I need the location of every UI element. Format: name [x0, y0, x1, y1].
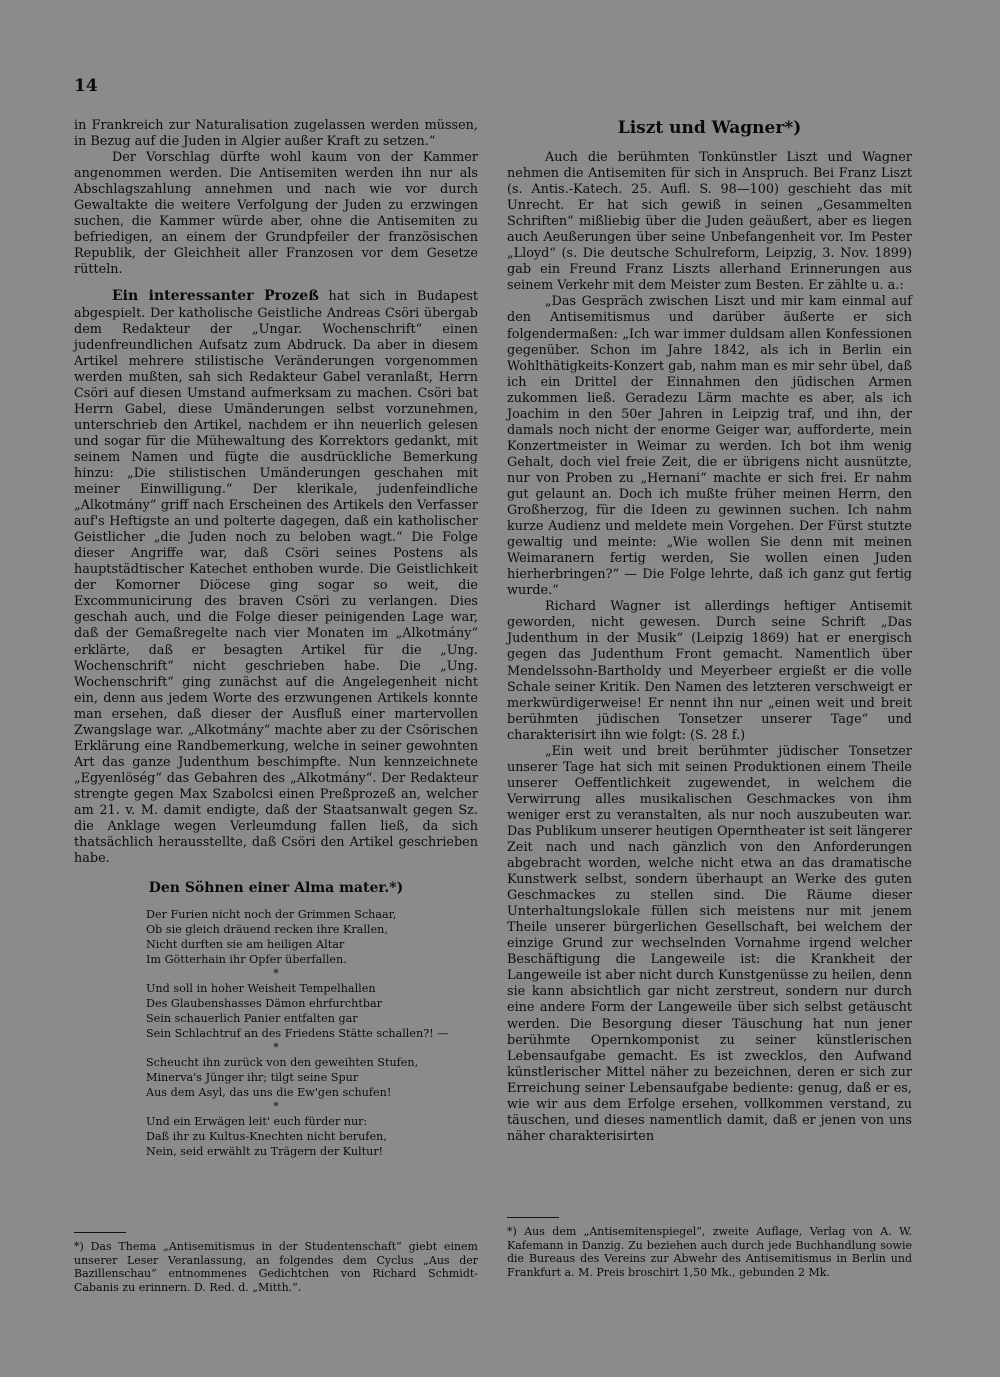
- page-number: 14: [74, 76, 98, 96]
- poem-line: Der Furien nicht noch der Grimmen Schaar,: [146, 908, 397, 922]
- poem-line: Ob sie gleich dräuend recken ihre Krallen,: [146, 923, 388, 937]
- stanza-separator: *: [273, 1100, 279, 1114]
- intro-paragraph-2: Der Vorschlag dürfte wohl kaum von der Kammer angenommen werden. Die Antisemiten werden ihn nur als Abschlagszahlung annehmen und nach wie vor durch Gewaltakte die weitere Verfolgung der Juden zu erzwingen suchen, die Kammer würde aber, ohne die Antisemiten zu befriedigen, an einem der Grundpfeiler der französischen Republik, der Gleichheit aller Franzosen vor dem Gesetze rütteln.: [74, 150, 478, 278]
- right-paragraph-4: „Ein weit und breit berühmter jüdischer Tonsetzer unserer Tage hat sich mit seinen Produktionen einem Theile unserer Oeffentlichkeit zugewendet, in welchem die Verwirrung alles musikalischen Geschmackes von ihm weniger erst zu veranstalten, als nur noch auszubeuten war. Das Publikum unserer heutigen Operntheater ist seit längerer Zeit nach und nach gänzlich von den Anforderungen abgebracht worden, welche nicht etwa an das dramatische Kunstwerk selbst, sondern überhaupt an Werke des guten Geschmackes zu stellen sind. Die Räume dieser Unterhaltungslokale füllen sich meistens nur mit jenem Theile unserer bürgerlichen Gesellschaft, bei welchem der einzige Grund zur wechselnden Vornahme irgend welcher Beschäftigung die Langeweile ist: die Krankheit der Langeweile ist aber nicht durch Kunstgenüsse zu heilen, denn sie kann absichtlich gar nicht zerstreut, sondern nur durch eine andere Form der Langeweile über sich selbst getäuscht werden. Die Besorgung dieser Täuschung hat nun jener berühmte Opernkomponist zu seiner künstlerischen Lebensaufgabe gemacht. Es ist zwecklos, den Aufwand künstlerischer Mittel näher zu bezeichnen, deren er sich zur Erreichung seiner Lebensaufgabe bediente: genug, daß er es, wie wir aus dem Erfolge ersehen, vollkommen verstand, zu täuschen, und dieses namentlich damit, daß er jenen von uns näher charakterisirten: [507, 743, 912, 1144]
- prozess-heading: Ein interessanter Prozeß: [112, 288, 319, 305]
- poem-line: Nein, seid erwählt zu Trägern der Kultur!: [146, 1145, 384, 1159]
- right-column: [507, 118, 912, 1145]
- stanza-3: [146, 1055, 478, 1100]
- poem-line: Aus dem Asyl, das uns die Ew'gen schufen!: [146, 1086, 392, 1100]
- poem-line: Im Götterhain ihr Opfer überfallen.: [146, 953, 347, 967]
- stanza-4: [146, 1114, 478, 1159]
- footnote-left: *) Das Thema „Antisemitismus in der Studentenschaft“ giebt einem unserer Leser Veranlassung, an folgendes dem Cyclus „Aus der Bazillenschau“ entnommenes Gedichtchen von Richard Schmidt-Cabanis zu erinnern. D. Red. d. „Mitth.“.: [74, 1240, 478, 1294]
- footnote-right: *) Aus dem „Antisemitenspiegel“, zweite Auflage, Verlag von A. W. Kafemann in Danzig. Zu beziehen auch durch jede Buchhandlung sowie die Bureaus des Vereins zur Abwehr des Antisemitismus in Berlin und Frankfurt a. M. Preis broschirt 1,50 Mk., gebunden 2 Mk.: [507, 1225, 912, 1279]
- poem-line: Minerva's Jünger ihr; tilgt seine Spur: [146, 1071, 359, 1085]
- poem-line: Nicht durften sie am heiligen Altar: [146, 938, 345, 952]
- left-column: [74, 118, 478, 1159]
- poem-line: Sein schauerlich Panier entfalten gar: [146, 1012, 358, 1026]
- right-paragraph-1: Auch die berühmten Tonkünstler Liszt und Wagner nehmen die Antisemiten für sich in Anspruch. Bei Franz Liszt (s. Antis.-Katech. 25. Aufl. S. 98—100) geschieht das mit Unrecht. Er hat sich gewiß in seinen „Gesammelten Schriften“ mißliebig über die Juden geäußert, aber es liegen auch Aeußerungen über seine Unbefangenheit vor. Im Pester „Lloyd“ (s. Die deutsche Schulreform, Leipzig, 3. Nov. 1899) gab ein Freund Franz Liszts allerhand Erinnerungen aus seinem Verkehr mit dem Meister zum Besten. Er zählte u. a.:: [507, 150, 912, 294]
- poem-line: Sein Schlachtruf an des Friedens Stätte schallen?! —: [146, 1027, 449, 1041]
- poem-line: Des Glaubenshasses Dämon ehrfurchtbar: [146, 997, 383, 1011]
- poem: [146, 907, 478, 1159]
- footnote-rule-right: [507, 1217, 559, 1218]
- liszt-wagner-heading: Liszt und Wagner*): [617, 118, 802, 138]
- right-paragraph-3: Richard Wagner ist allerdings heftiger Antisemit geworden, nicht gewesen. Durch seine Schrift „Das Judenthum in der Musik“ (Leipzig 1869) hat er energisch gegen das Judenthum Front gemacht. Namentlich über Mendelssohn-Bartholdy und Meyerbeer ergießt er die volle Schale seiner Kritik. Den Namen des letzteren verschweigt er merkwürdigerweise! Er nennt ihn nur „einen weit und breit berühmten jüdischen Tonsetzer unserer Tage“ und charakterisirt ihn wie folgt: (S. 28 f.): [507, 599, 912, 743]
- footnote-rule-left: [74, 1232, 126, 1233]
- stanza-2: [146, 981, 478, 1041]
- poem-line: Und soll in hoher Weisheit Tempelhallen: [146, 982, 376, 996]
- prozess-text: hat sich in Budapest abgespielt. Der katholische Geistliche Andreas Csöri übergab dem Redakteur der „Ungar. Wochenschrift“ einen judenfreundlichen Aufsatz zum Abdruck. Da aber in diesem Artikel mehrere stilistische Veränderungen vorgenommen werden mußten, sah sich Redakteur Gabel veranlaßt, Herrn Csöri auf diesen Umstand aufmerksam zu machen. Csöri bat Herrn Gabel, diese Umänderungen selbst vorzunehmen, unterschrieb den Artikel, nachdem er ihn neuerlich gelesen und sogar für die Mühewaltung des Korrektors gedankt, mit seinem Namen und fügte die ausdrückliche Bemerkung hinzu: „Die stilistischen Umänderungen geschahen mit meiner Einwilligung.“ Der klerikale, judenfeindliche „Alkotmány“ griff nach Erscheinen des Artikels den Verfasser auf's Heftigste an und polterte dagegen, daß ein katholischer Geistlicher „die Juden noch zu beloben wagt.“ Die Folge dieser Angriffe war, daß Csöri seines Postens als hauptstädtischer Katechet enthoben wurde. Die Geistlichkeit der Komorner Diöcese ging sogar so weit, die Excommunicirung des braven Csöri zu verlangen. Dies geschah auch, und die Folge dieser peinigenden Lage war, daß der Gemaßregelte nach vier Monaten im „Alkotmány“ erklärte, daß er besagten Artikel für die „Ung. Wochenschrift“ nicht geschrieben habe. Die „Ung. Wochenschrift“ ging zunächst auf die Angelegenheit nicht ein, denn aus jedem Worte des erzwungenen Artikels konnte man ersehen, daß dieser der Ausfluß einer martervollen Zwangslage war. „Alkotmány“ machte aber zu der Csörischen Erklärung eine Randbemerkung, welche in seiner gewohnten Art das ganze Judenthum beschimpfte. Nun kennzeichnete „Egyenlöség“ das Gebahren des „Alkotmány“. Der Redakteur strengte gegen Max Szabolcsi einen Preßprozeß an, welcher am 21. v. M. damit endigte, daß der Staatsanwalt gegen Sz. die Anklage wegen Verleumdung fallen ließ, da sich thatsächlich herausstellte, daß Csöri den Artikel geschrieben habe.: [74, 289, 478, 867]
- prozess-article: [74, 288, 478, 867]
- stanza-separator: *: [273, 967, 279, 981]
- poem-line: Daß ihr zu Kultus-Knechten nicht berufen,: [146, 1130, 387, 1144]
- right-paragraph-2: „Das Gespräch zwischen Liszt und mir kam einmal auf den Antisemitismus und darüber äußerte er sich folgendermaßen: „Ich war immer duldsam allen Konfessionen gegenüber. Schon im Jahre 1842, als ich in Berlin ein Wohlthätigkeits-Konzert gab, nahm man es mir sehr übel, daß ich ein Drittel der Einnahmen den jüdischen Armen zukommen ließ. Geradezu Lärm machte es aber, als ich Joachim in den 50er Jahren in Leipzig traf, und ihn, der damals noch nicht der enorme Geiger war, aufforderte, mein Konzertmeister in Weimar zu werden. Ich bot ihm wenig Gehalt, doch viel freie Zeit, die er übrigens nicht ausnützte, nur von Proben zu „Hernani“ machte er sich frei. Er nahm gut gelaunt an. Doch ich mußte früher meinen Herrn, den Großherzog, für die Ideen zu gewinnen suchen. Ich nahm kurze Audienz und meldete mein Vorgehen. Der Fürst stutzte gewaltig und meinte: „Wie wollen Sie denn mit meinen Weimaranern fertig werden, Sie wollen einen Juden hierherbringen?“ — Die Folge lehrte, daß ich ganz gut fertig wurde.“: [507, 294, 912, 599]
- stanza-separator: *: [273, 1041, 279, 1055]
- poem-title: Den Söhnen einer Alma mater.*): [148, 880, 404, 897]
- poem-line: Scheucht ihn zurück von den geweihten Stufen,: [146, 1056, 419, 1070]
- poem-line: Und ein Erwägen leit' euch fürder nur:: [146, 1115, 368, 1129]
- stanza-1: [146, 907, 478, 967]
- intro-paragraph-1: in Frankreich zur Naturalisation zugelassen werden müssen, in Bezug auf die Juden in Algier außer Kraft zu setzen.“: [74, 118, 478, 150]
